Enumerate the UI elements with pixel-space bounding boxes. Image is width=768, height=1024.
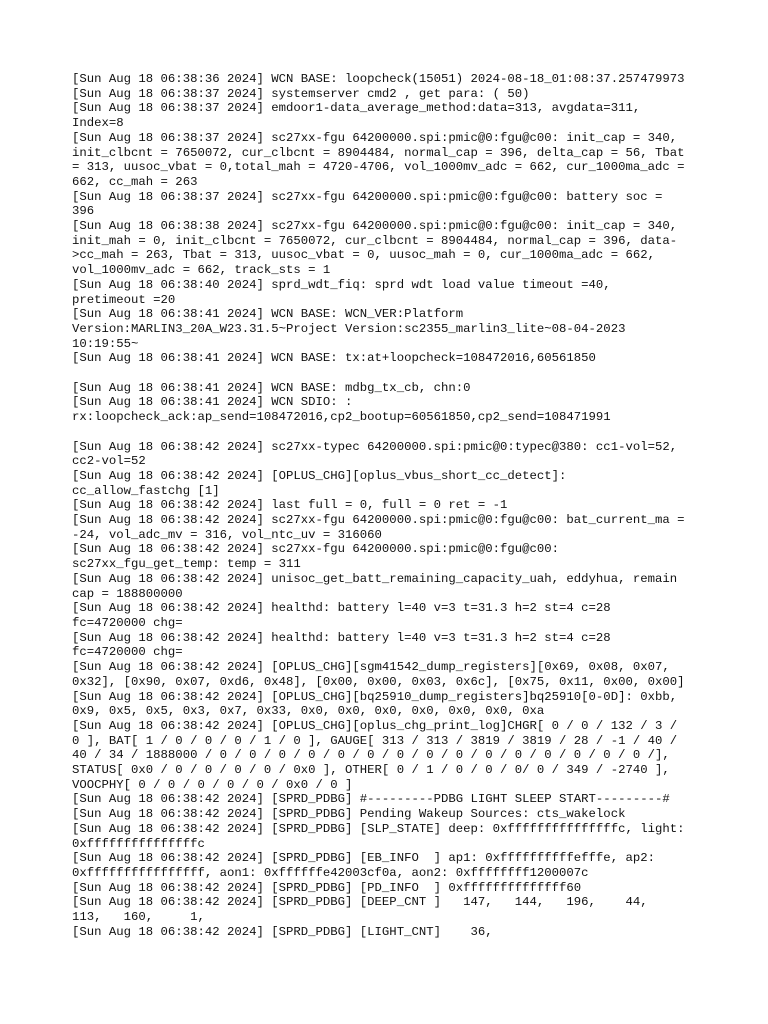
log-line: [Sun Aug 18 06:38:40 2024] sprd_wdt_fiq: sprd wdt load value timeout =40, bbox=[72, 277, 611, 292]
log-line: Version:MARLIN3_20A_W23.31.5~Project Version:sc2355_marlin3_lite~08-04-2023 bbox=[72, 321, 626, 336]
log-line: [Sun Aug 18 06:38:37 2024] sc27xx-fgu 64200000.spi:pmic@0:fgu@c00: init_cap = 340, bbox=[72, 130, 678, 145]
log-line: [Sun Aug 18 06:38:42 2024] unisoc_get_batt_remaining_capacity_uah, eddyhua, remain bbox=[72, 571, 678, 586]
log-line: [Sun Aug 18 06:38:42 2024] last full = 0, full = 0 ret = -1 bbox=[72, 498, 508, 513]
log-line: 113, 160, 1, bbox=[72, 910, 205, 925]
log-blank-line bbox=[72, 425, 702, 440]
log-line: [Sun Aug 18 06:38:37 2024] sc27xx-fgu 64200000.spi:pmic@0:fgu@c00: battery soc = bbox=[72, 189, 663, 204]
log-line: fc=4720000 chg= bbox=[72, 615, 183, 630]
log-line: [Sun Aug 18 06:38:42 2024] [SPRD_PDBG] Pending Wakeup Sources: cts_wakelock bbox=[72, 807, 626, 822]
log-line: vol_1000mv_adc = 662, track_sts = 1 bbox=[72, 263, 331, 278]
log-line: [Sun Aug 18 06:38:42 2024] healthd: battery l=40 v=3 t=31.3 h=2 st=4 c=28 bbox=[72, 630, 611, 645]
log-line: = 313, uusoc_vbat = 0,total_mah = 4720-4706, vol_1000mv_adc = 662, cur_1000ma_adc = bbox=[72, 160, 685, 175]
log-line: rx:loopcheck_ack:ap_send=108472016,cp2_bootup=60561850,cp2_send=108471991 bbox=[72, 410, 611, 425]
log-line: [Sun Aug 18 06:38:37 2024] emdoor1-data_average_method:data=313, avgdata=311, bbox=[72, 101, 641, 116]
log-line: [Sun Aug 18 06:38:42 2024] [SPRD_PDBG] [LIGHT_CNT] 36, bbox=[72, 924, 493, 939]
log-line: pretimeout =20 bbox=[72, 292, 176, 307]
log-line: [Sun Aug 18 06:38:42 2024] [SPRD_PDBG] [PD_INFO ] 0xffffffffffffff60 bbox=[72, 880, 582, 895]
log-line: [Sun Aug 18 06:38:42 2024] [OPLUS_CHG][sgm41542_dump_registers][0x69, 0x08, 0x07, bbox=[72, 660, 670, 675]
log-line: STATUS[ 0x0 / 0 / 0 / 0 / 0 / 0x0 ], OTHER[ 0 / 1 / 0 / 0 / 0/ 0 / 349 / -2740 ], bbox=[72, 763, 670, 778]
log-line: [Sun Aug 18 06:38:42 2024] [OPLUS_CHG][oplus_chg_print_log]CHGR[ 0 / 0 / 132 / 3 / bbox=[72, 718, 678, 733]
log-line: 662, cc_mah = 263 bbox=[72, 174, 198, 189]
log-line: [Sun Aug 18 06:38:41 2024] WCN BASE: mdbg_tx_cb, chn:0 bbox=[72, 380, 471, 395]
log-line: [Sun Aug 18 06:38:41 2024] WCN BASE: tx:at+loopcheck=108472016,60561850 bbox=[72, 351, 596, 366]
log-line: [Sun Aug 18 06:38:42 2024] healthd: battery l=40 v=3 t=31.3 h=2 st=4 c=28 bbox=[72, 601, 611, 616]
log-line: [Sun Aug 18 06:38:41 2024] WCN BASE: WCN_VER:Platform bbox=[72, 307, 464, 322]
log-line: 0x9, 0x5, 0x5, 0x3, 0x7, 0x33, 0x0, 0x0, 0x0, 0x0, 0x0, 0x0, 0xa bbox=[72, 704, 545, 719]
log-line: Index=8 bbox=[72, 116, 124, 131]
log-line: [Sun Aug 18 06:38:42 2024] [OPLUS_CHG][bq25910_dump_registers]bq25910[0-0D]: 0xbb, bbox=[72, 689, 678, 704]
log-line: [Sun Aug 18 06:38:42 2024] [SPRD_PDBG] [EB_INFO ] ap1: 0xffffffffffefffe, ap2: bbox=[72, 851, 655, 866]
log-line: init_mah = 0, init_clbcnt = 7650072, cur_clbcnt = 8904484, normal_cap = 396, data- bbox=[72, 233, 678, 248]
log-line: [Sun Aug 18 06:38:42 2024] [SPRD_PDBG] [SLP_STATE] deep: 0xfffffffffffffffc, light: bbox=[72, 821, 685, 836]
log-line: 0 ], BAT[ 1 / 0 / 0 / 0 / 1 / 0 ], GAUGE[ 313 / 313 / 3819 / 3819 / 28 / -1 / 40 / bbox=[72, 733, 678, 748]
log-line: [Sun Aug 18 06:38:42 2024] sc27xx-fgu 64200000.spi:pmic@0:fgu@c00: bat_current_ma = bbox=[72, 513, 685, 528]
log-blank-line bbox=[72, 366, 702, 381]
log-line: [Sun Aug 18 06:38:41 2024] WCN SDIO: : bbox=[72, 395, 353, 410]
log-line: sc27xx_fgu_get_temp: temp = 311 bbox=[72, 557, 301, 572]
log-line: [Sun Aug 18 06:38:42 2024] [SPRD_PDBG] #---------PDBG LIGHT SLEEP START---------# bbox=[72, 792, 670, 807]
log-line: [Sun Aug 18 06:38:38 2024] sc27xx-fgu 64200000.spi:pmic@0:fgu@c00: init_cap = 340, bbox=[72, 219, 678, 234]
log-line: fc=4720000 chg= bbox=[72, 645, 183, 660]
log-line: [Sun Aug 18 06:38:42 2024] sc27xx-typec 64200000.spi:pmic@0:typec@380: cc1-vol=52, bbox=[72, 439, 678, 454]
log-line: >cc_mah = 263, Tbat = 313, uusoc_vbat = 0, uusoc_mah = 0, cur_1000ma_adc = 662, bbox=[72, 248, 655, 263]
log-line: 0xffffffffffffffff, aon1: 0xffffffe42003cf0a, aon2: 0xffffffff1200007c bbox=[72, 865, 589, 880]
log-line: -24, vol_adc_mv = 316, vol_ntc_uv = 316060 bbox=[72, 527, 382, 542]
log-line: [Sun Aug 18 06:38:42 2024] [OPLUS_CHG][oplus_vbus_short_cc_detect]: bbox=[72, 468, 567, 483]
log-line: 10:19:55~ bbox=[72, 336, 139, 351]
log-line: cc_allow_fastchg [1] bbox=[72, 483, 220, 498]
log-line: [Sun Aug 18 06:38:42 2024] sc27xx-fgu 64200000.spi:pmic@0:fgu@c00: bbox=[72, 542, 560, 557]
log-line: 396 bbox=[72, 204, 95, 219]
log-line: 0xfffffffffffffffc bbox=[72, 836, 205, 851]
log-line: [Sun Aug 18 06:38:37 2024] systemserver cmd2 , get para: ( 50) bbox=[72, 86, 530, 101]
log-line: cap = 188800000 bbox=[72, 586, 183, 601]
log-line: [Sun Aug 18 06:38:42 2024] [SPRD_PDBG] [DEEP_CNT ] 147, 144, 196, 44, bbox=[72, 895, 648, 910]
log-line: VOOCPHY[ 0 / 0 / 0 / 0 / 0 / 0x0 / 0 ] bbox=[72, 777, 353, 792]
log-line: 0x32], [0x90, 0x07, 0xd6, 0x48], [0x00, 0x00, 0x03, 0x6c], [0x75, 0x11, 0x00, 0x00] bbox=[72, 674, 685, 689]
log-line: [Sun Aug 18 06:38:36 2024] WCN BASE: loopcheck(15051) 2024-08-18_01:08:37.257479973 bbox=[72, 72, 685, 86]
kernel-log-text bbox=[72, 72, 702, 939]
log-line: 40 / 34 / 1888000 / 0 / 0 / 0 / 0 / 0 / 0 / 0 / 0 / 0 / 0 / 0 / 0 / 0 / 0 / 0 /], bbox=[72, 748, 670, 763]
log-line: init_clbcnt = 7650072, cur_clbcnt = 8904484, normal_cap = 396, delta_cap = 56, Tbat bbox=[72, 145, 685, 160]
log-line: cc2-vol=52 bbox=[72, 454, 146, 469]
